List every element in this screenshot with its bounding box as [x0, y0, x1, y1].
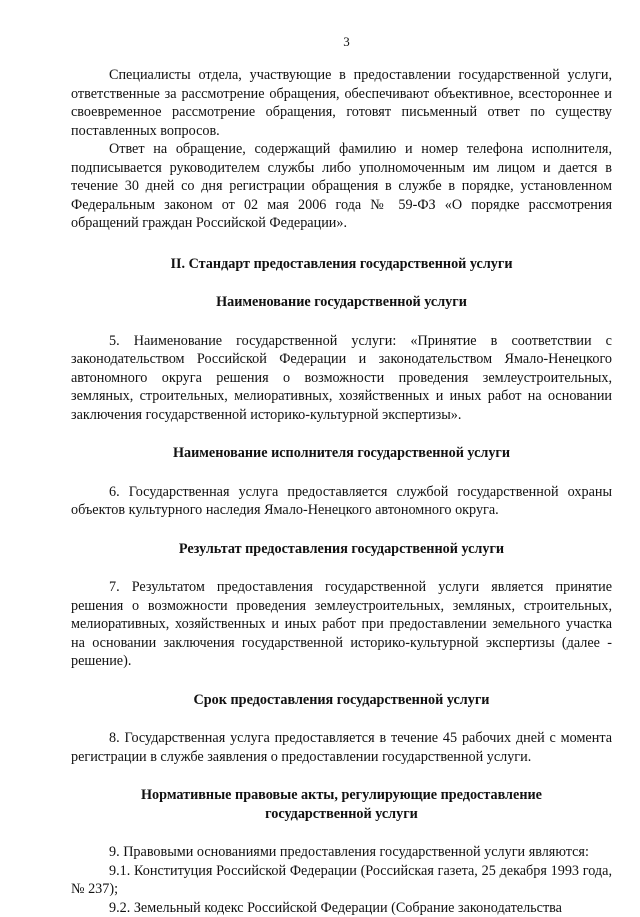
- heading-result: Результат предоставления государственной услуги: [71, 540, 612, 559]
- paragraph-7: 7. Результатом предоставления государственной услуги является принятие решения о возможности проведения землеустроительных, земляных, строительных, мелиоративных, хозяйственных и иных работ при предоставлении земельного участка на основании заключения государственной историко-культурной экспертизы (далее - решение).: [71, 578, 612, 671]
- intro-paragraph-1: Специалисты отдела, участвующие в предоставлении государственной услуги, ответственные за рассмотрение обращения, обеспечивают объективное, всестороннее и своевременное рассмотрение обращения, готовят письменный ответ по существу поставленных вопросов.: [71, 66, 612, 140]
- paragraph-9: 9. Правовыми основаниями предоставления государственной услуги являются:: [71, 843, 612, 862]
- paragraph-6: 6. Государственная услуга предоставляется службой государственной охраны объектов культурного наследия Ямало-Ненецкого автономного округа.: [71, 483, 612, 520]
- paragraph-5: 5. Наименование государственной услуги: «Принятие в соответствии с законодательством Российской Федерации и законодательством Ямало-Ненецкого автономного округа решения о возможности проведения землеустроительных, земляных, строительных, мелиоративных, хозяйственных и иных работ на основании заключения государственной историко-культурной экспертизы».: [71, 332, 612, 425]
- paragraph-9-1: 9.1. Конституция Российской Федерации (Российская газета, 25 декабря 1993 года, № 237);: [71, 862, 612, 899]
- page-number: 3: [71, 34, 612, 49]
- heading-legal-acts: [71, 786, 612, 823]
- intro-paragraph-2: Ответ на обращение, содержащий фамилию и номер телефона исполнителя, подписывается руководителем службы либо уполномоченным им лицом и дается в течение 30 дней со дня регистрации обращения в службе в порядке, установленном Федеральным законом от 02 мая 2006 года № 59-ФЗ «О порядке рассмотрения обращений граждан Российской Федерации».: [71, 140, 612, 233]
- section-title: II. Стандарт предоставления государственной услуги: [71, 255, 612, 274]
- heading-legal-acts-line-2: государственной услуги: [265, 806, 418, 822]
- paragraph-8: 8. Государственная услуга предоставляется в течение 45 рабочих дней с момента регистрации в службе заявления о предоставлении государственной услуги.: [71, 729, 612, 766]
- heading-service-name: Наименование государственной услуги: [71, 293, 612, 312]
- heading-executor: Наименование исполнителя государственной услуги: [71, 444, 612, 463]
- heading-term: Срок предоставления государственной услуги: [71, 691, 612, 710]
- paragraph-9-2: 9.2. Земельный кодекс Российской Федерации (Собрание законодательства: [71, 899, 612, 917]
- heading-legal-acts-line-1: Нормативные правовые акты, регулирующие предоставление: [141, 787, 542, 803]
